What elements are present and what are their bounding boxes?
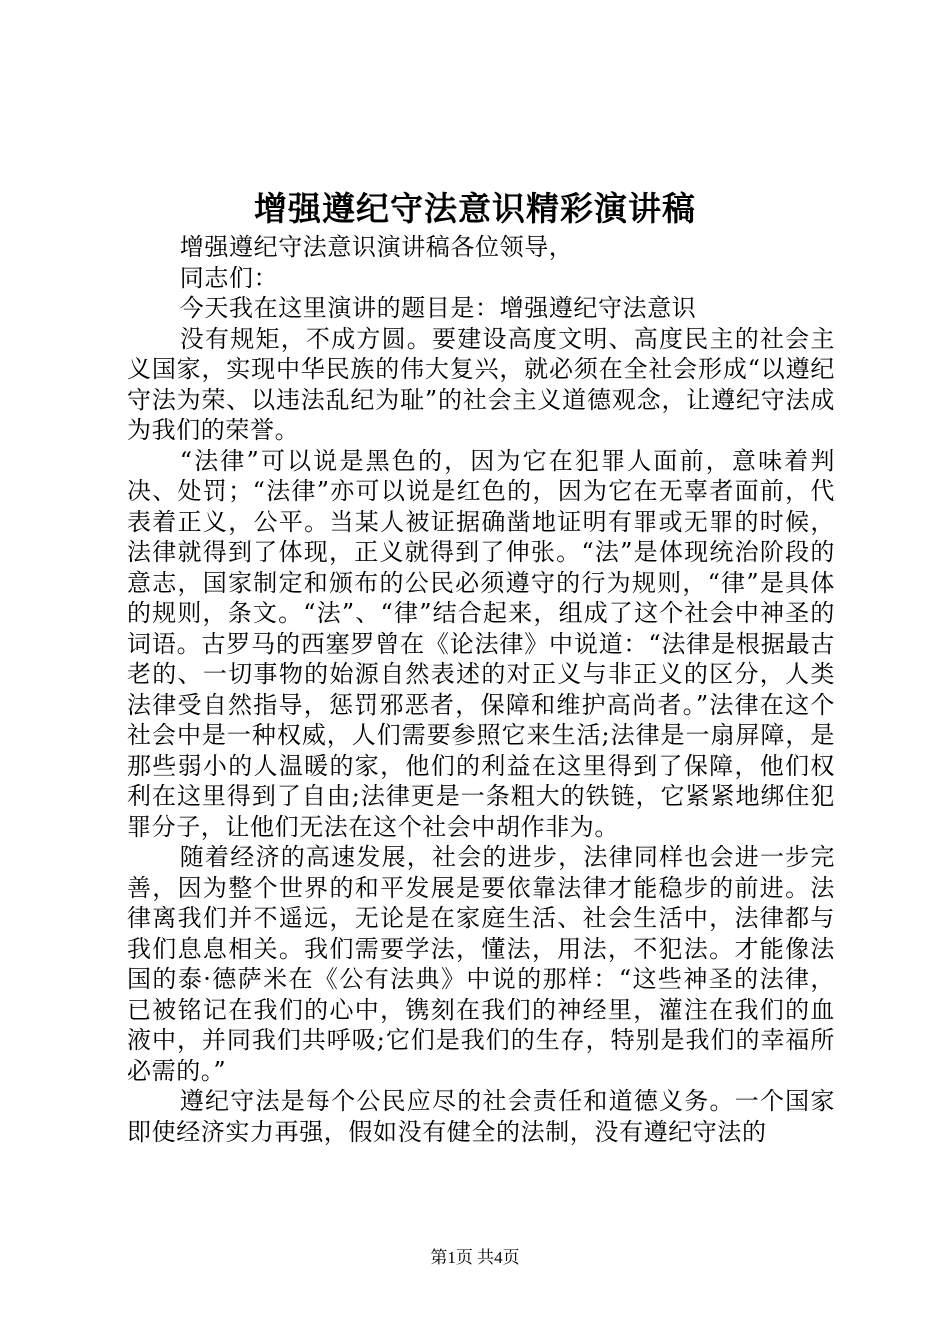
paragraph-6: 随着经济的高速发展，社会的进步，法律同样也会进一步完善，因为整个世界的和平发展是要依靠法律才能稳步的前进。法律离我们并不遥远，无论是在家庭生活、社会生活中，法律都与我们息息相关。我们需要学法，懂法，用法，不犯法。才能像法国的泰·德萨米在《公有法典》中说的那样：“这些神圣的法律，已被铭记在我们的心中，镌刻在我们的神经里，灌注在我们的血液中，并同我们共呼吸;它们是我们的生存，特别是我们的幸福所必需的。” <box>127 843 835 1085</box>
page-footer: 第1页 共4页 <box>430 1248 520 1267</box>
paragraph-5: “法律”可以说是黑色的，因为它在犯罪人面前，意味着判决、处罚；“法律”亦可以说是红色的，因为它在无辜者面前，代表着正义，公平。当某人被证据确凿地证明有罪或无罪的时候，法律就得到了体现，正义就得到了伸张。“法”是体现统治阶段的意志，国家制定和颁布的公民必须遵守的行为规则，“律”是具体的规则，条文。“法”、“律”结合起来，组成了这个社会中神圣的词语。古罗马的西塞罗曾在《论法律》中说道：“法律是根据最古老的、一切事物的始源自然表述的对正义与非正义的区分，人类法律受自然指导，惩罚邪恶者，保障和维护高尚者。”法律在这个社会中是一种权威，人们需要参照它来生活;法律是一扇屏障，是那些弱小的人温暖的家，他们的利益在这里得到了保障，他们权利在这里得到了自由;法律更是一条粗大的铁链，它紧紧地绑住犯罪分子，让他们无法在这个社会中胡作非为。 <box>127 446 835 841</box>
paragraph-3: 今天我在这里演讲的题目是：增强遵纪守法意识 <box>179 294 697 322</box>
paragraph-4: 没有规矩，不成方圆。要建设高度文明、高度民主的社会主义国家，实现中华民族的伟大复兴，就必须在全社会形成“以遵纪守法为荣、以违法乱纪为耻”的社会主义道德观念，让遵纪守法成为我们的荣誉。 <box>127 324 835 444</box>
document-body <box>127 232 835 1147</box>
paragraph-7: 遵纪守法是每个公民应尽的社会责任和道德义务。一个国家即使经济实力再强，假如没有健全的法制，没有遵纪守法的 <box>127 1087 835 1146</box>
paragraph-2: 同志们： <box>179 263 279 292</box>
paragraph-1: 增强遵纪守法意识演讲稿各位领导， <box>179 233 574 261</box>
document-title: 增强遵纪守法意识精彩演讲稿 <box>254 189 696 228</box>
